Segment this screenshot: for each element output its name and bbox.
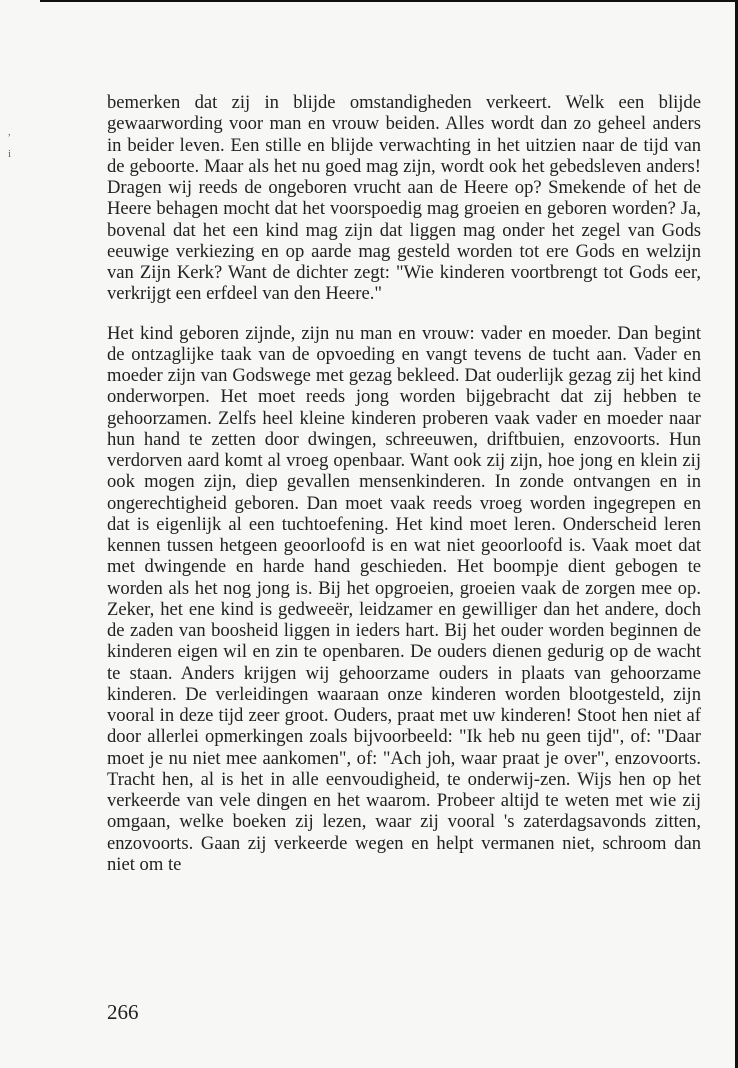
top-border-line [40,0,738,2]
margin-mark: , [8,126,11,138]
page-number: 266 [107,1000,139,1024]
paragraph-2: Het kind geboren zijnde, zijn nu man en vrouw: vader en moeder. Dan begint de ontzaglijke taak van de opvoeding en vangt tevens de tucht aan. Vader en moeder zijn van Godswege met gezag bekleed. Dat ouderlijk gezag zij het kind onderworpen. Het moet reeds jong worden bijgebracht dat zij hebben te gehoorzamen. Zelfs heel kleine kinderen proberen vaak vader en moeder naar hun hand te zetten door dwingen, schreeuwen, driftbuien, enzovoorts. Hun verdorven aard komt al vroeg openbaar. Want ook zij zijn, hoe jong en klein zij ook mogen zijn, diep gevallen mensenkinderen. In zonde ontvangen en in ongerechtigheid geboren. Dan moet vaak reeds vroeg worden ingegrepen en dat is eigenlijk al een tuchtoefening. Het kind moet leren. Onderscheid leren kennen tussen hetgeen geoorloofd is en wat niet geoorloofd is. Vaak moet dat met dwingende en harde hand geschieden. Het boompje dient gebogen te worden als het nog jong is. Bij het opgroeien, groeien vaak de zorgen mee op. Zeker, het ene kind is gedweeër, leidzamer en gewilliger dan het andere, doch de zaden van boosheid liggen in ieders hart. Bij het ouder worden beginnen de kinderen eigen wil en zin te openbaren. De ouders dienen gedurig op de wacht te staan. Anders krijgen wij gehoorzame ouders in plaats van gehoorzame kinderen. De verleidingen waaraan onze kinderen worden blootgesteld, zijn vooral in deze tijd zeer groot. Ouders, praat met uw kinderen! Stoot hen niet af door allerlei opmerkingen zoals bijvoorbeeld: "Ik heb nu geen tijd", of: "Daar moet je nu niet mee aankomen", of: "Ach joh, waar praat je over", enzovoorts. Tracht hen, al is het in alle eenvoudigheid, te onderwij-zen. Wijs hen op het verkeerde van vele dingen en het waarom. Probeer altijd te weten met wie zij omgaan, welke boeken zij lezen, waar zij vooral 's zaterdagsavonds zitten, enzovoorts. Gaan zij verkeerde wegen en helpt vermanen niet, schroom dan niet om te [107,322,701,875]
page-body [107,92,701,875]
paragraph-1: bemerken dat zij in blijde omstandigheden verkeert. Welk een blijde gewaarwording voor man en vrouw beiden. Alles wordt dan zo geheel anders in beider leven. Een stille en blijde verwachting in het uitzien naar de tijd van de geboorte. Maar als het nu goed mag zijn, wordt ook het gebedsleven anders! Dragen wij reeds de ongeboren vrucht aan de Heere op? Smekende of het de Heere behagen mocht dat het voorspoedig mag groeien en geboren worden? Ja, bovenal dat het een kind mag zijn dat liggen mag onder het zegel van Gods eeuwige verkiezing en op aarde mag gesteld worden tot ere Gods en welzijn van Zijn Kerk? Want de dichter zegt: "Wie kinderen voortbrengt tot Gods eer, verkrijgt een erfdeel van den Heere." [107,92,701,305]
margin-mark: i [8,148,12,160]
